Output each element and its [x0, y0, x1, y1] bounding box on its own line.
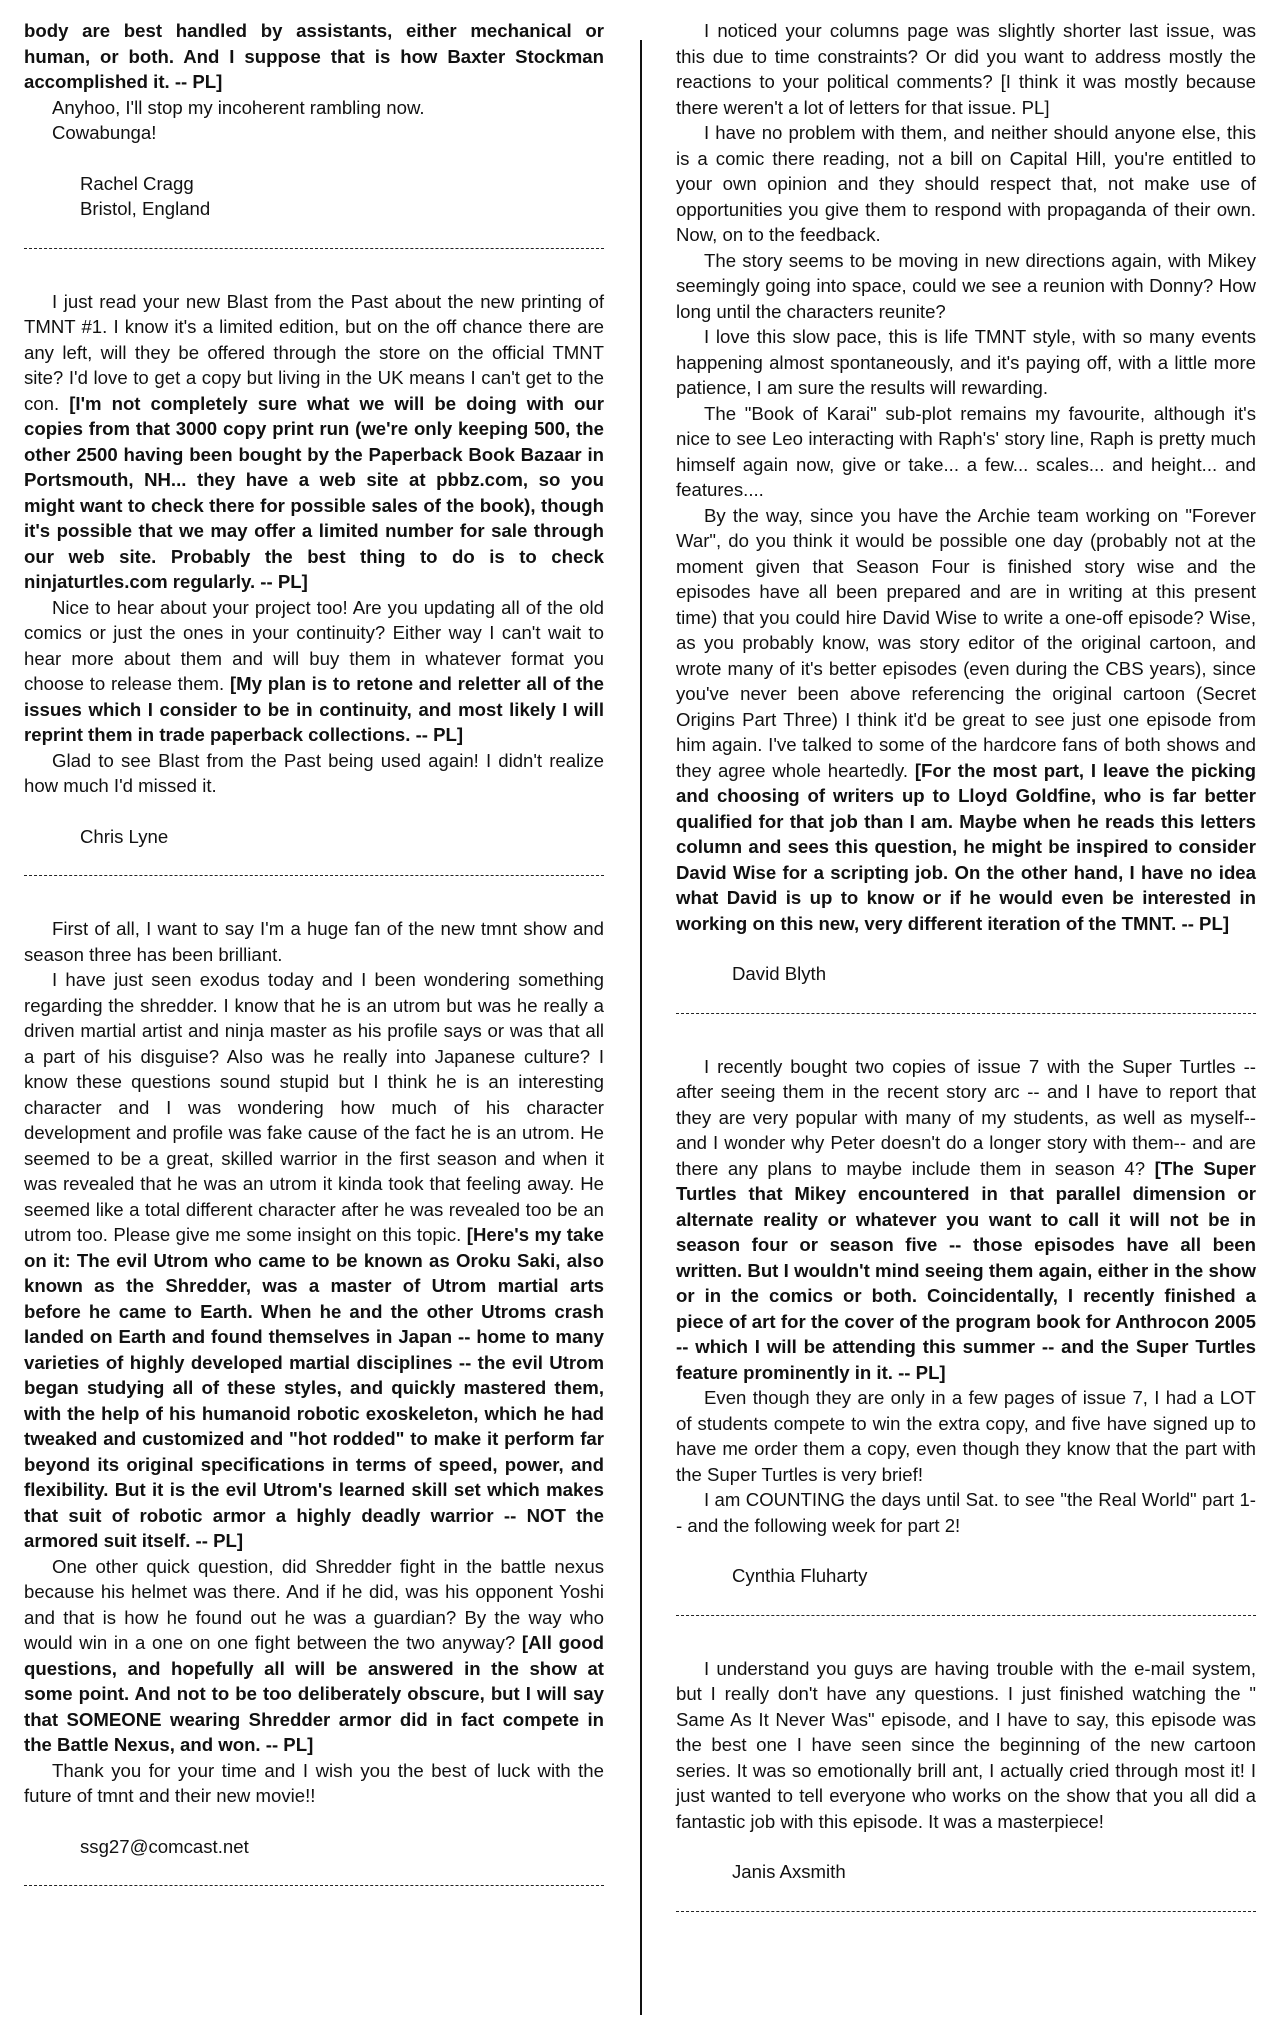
letter-signature: David Blyth [732, 963, 827, 984]
editor-reply: [For the most part, I leave the picking and choosing of writers up to Lloyd Goldfine, who is far better qualified for that job than I am. Maybe when he reads this letters column and sees this question, he might be inspired to consider David Wise for a scripting job. On the other hand, I have no idea what David is up to know or if he would even be interested in working on this new, very different iteration of the TMNT. -- PL] [676, 759, 1256, 934]
letter-text: Glad to see Blast from the Past being used again! I didn't realize how much I'd missed it. [24, 749, 604, 796]
letter-text: The story seems to be moving in new directions again, with Mikey seemingly going into space, could we see a reunion with Donny? How long until the characters reunite? [676, 249, 1256, 322]
letter-signature: Janis Axsmith [732, 1861, 846, 1882]
dashed-separator [24, 875, 604, 876]
dashed-separator [24, 1885, 604, 1886]
letter-signature: Cynthia Fluharty [732, 1565, 868, 1586]
letter-paragraph [24, 1554, 604, 1758]
letter-paragraph [24, 595, 604, 748]
editor-reply: [I'm not completely sure what we will be doing with our copies from that 3000 copy print run (we're only keeping 500, the other 2500 having been bought by the Paperback Book Bazaar in Portsmouth, NH... they have a web site at pbbz.com, so you might want to check there for possible sales of the book), though it's possible that we may offer a limited number for sale through our web site. Probably the best thing to do is to check ninjaturtles.com regularly. -- PL] [24, 392, 605, 592]
letter-paragraph [676, 1054, 1256, 1386]
letter-signature: Chris Lyne [80, 825, 169, 847]
editor-reply: [Here's my take on it: The evil Utrom who came to be known as Oroku Saki, also known as the Shredder, was a master of Utrom martial arts before he came to Earth. When he and the other Utroms crash landed on Earth and found themselves in Japan -- home to many varieties of highly developed martial disciplines -- the evil Utrom began studying all of these styles, and quickly mastered them, with the help of his humanoid robotic exoskeleton, which he had tweaked and customized and "hot rodded" to make it perform far beyond its original specifications in terms of speed, power, and flexibility. But it is the evil Utrom's learned skill set which makes that suit of robotic armor a highly deadly warrior -- NOT the armored suit itself. -- PL] [24, 1224, 604, 1551]
letter-paragraph [676, 18, 1256, 120]
letter-paragraph [24, 95, 604, 121]
editor-reply: body are best handled by assistants, either mechanical or human, or both. And I suppose that is how Baxter Stockman accomplished it. -- PL] [24, 20, 604, 92]
letter-text: I am COUNTING the days until Sat. to see "the Real World" part 1-- and the following week for part 2! [676, 1489, 1256, 1536]
letter-paragraph [676, 1487, 1256, 1538]
letter-text: I have just seen exodus today and I been wondering something regarding the shredder. I know that he is an utrom but was he really a driven martial artist and ninja master as his profile says or was that all a part of his disguise? Also was he really into Japanese culture? I know these questions sound stupid but I think he is an interesting character and I was wondering how much of his character development and profile was fake cause of the fact he is an utrom. He seemed to be a great, skilled warrior in the first season and when it was revealed that he was an utrom it kinda took that feeling away. He seemed like a total different character after he was revealed too be an utrom too. Please give me some insight on this topic. [24, 969, 604, 1245]
letter-paragraph [24, 916, 604, 967]
letter-paragraph [676, 401, 1256, 503]
letter [24, 289, 604, 850]
letter-paragraph [676, 248, 1256, 325]
letter-text: I understand you guys are having trouble with the e-mail system, but I really don't have any questions. I just finished watching the " Same As It Never Was" episode, and I have to say, this episode was the best one I have seen since the beginning of the new cartoon series. It was so emotionally brill ant, I actually cried through most it! I just wanted to tell everyone who works on the show that you all did a fantastic job with this episode. It was a masterpiece! [676, 1657, 1256, 1832]
letter [676, 18, 1256, 987]
letter-signature: ssg27@comcast.net [80, 1835, 249, 1857]
editor-reply: [My plan is to retone and reletter all of the issues which I consider to be in continuity, and most likely I will reprint them in trade paperback collections. -- PL] [24, 673, 604, 745]
letter-paragraph [676, 120, 1256, 248]
letter-text: I have no problem with them, and neither should anyone else, this is a comic there reading, not a bill on Capital Hill, you're entitled to your own opinion and they should respect that, not make use of opportunities you give them to respond with propaganda of their own. Now, on to the feedback. [676, 122, 1256, 245]
letter [24, 18, 604, 222]
left-column [24, 18, 604, 1926]
letter-text: The "Book of Karai" sub-plot remains my favourite, although it's nice to see Leo interacting with Raph's' story line, Raph is pretty much himself again now, give or take... a few... scales... and height... and features.... [676, 402, 1256, 500]
letter-paragraph [676, 1385, 1256, 1487]
letter-paragraph [676, 324, 1256, 401]
letter-signature: Rachel Cragg [80, 172, 194, 194]
letter-paragraph [24, 748, 604, 799]
letter-text: One other quick question, did Shredder fight in the battle nexus because his helmet was there. And if he did, was his opponent Yoshi and that is how he found out he was a guardian? By the way who would win in a one on one fight between the two anyway? [24, 1555, 604, 1653]
letter-paragraph [24, 1758, 604, 1809]
dashed-separator [676, 1911, 1256, 1912]
editor-reply: [The Super Turtles that Mikey encountered in that parallel dimension or alternate reality or whatever you want to call it will not be in season four or season five -- those episodes have all been written. But I wouldn't mind seeing them again, either in the show or in the comics or both. Coincidentally, I recently finished a piece of art for the cover of the program book for Anthrocon 2005 -- which I will be attending this summer -- and the Super Turtles feature prominently in it. -- PL] [676, 1157, 1257, 1383]
letter-paragraph [24, 967, 604, 1554]
letter-text: First of all, I want to say I'm a huge fan of the new tmnt show and season three has been brilliant. [24, 918, 604, 965]
letter-text: I love this slow pace, this is life TMNT style, with so many events happening almost spontaneously, and it's paying off, with a little more patience, I am sure the results will rewarding. [676, 326, 1256, 398]
letter-text: I recently bought two copies of issue 7 with the Super Turtles -- after seeing them in the recent story arc -- and I have to report that they are very popular with many of my students, as well as myself-- and I wonder why Peter doesn't do a longer story with them-- and are there any plans to maybe include them in season 4? [676, 1055, 1256, 1179]
letter-text: By the way, since you have the Archie team working on "Forever War", do you think it would be possible one day (probably not at the moment given that Season Four is finished story wise and the episodes have all been prepared and are in writing at this present time) that you could hire David Wise to write a one-off episode? Wise, as you probably know, was story editor of the original cartoon, and wrote many of it's better episodes (even during the CBS years), since you've never been above referencing the original cartoon (Secret Origins Part Three) I think it'd be great to see just one episode from him again. I've talked to some of the hardcore fans of both shows and they agree whole heartedly. [676, 504, 1256, 781]
letter-text: I noticed your columns page was slightly shorter last issue, was this due to time constraints? Or did you want to address mostly the reactions to your political comments? [I think it was mostly because there weren't a lot of letters for that issue. PL] [676, 20, 1256, 118]
letter-text: Even though they are only in a few pages of issue 7, I had a LOT of students compete to win the extra copy, and five have signed up to have me order them a copy, even though they know that the part with the Super Turtles is very brief! [676, 1387, 1256, 1485]
dashed-separator [676, 1013, 1256, 1014]
letter-paragraph [24, 120, 604, 146]
letter-signature: Bristol, England [80, 198, 211, 219]
letter-text: Anyhoo, I'll stop my incoherent rambling now. [52, 96, 425, 118]
letter-paragraph [24, 18, 604, 95]
letter [676, 1656, 1256, 1885]
letter-paragraph [24, 289, 604, 595]
letter-text: I just read your new Blast from the Past about the new printing of TMNT #1. I know it's a limited edition, but on the off chance there are any left, will they be offered through the store on the official TMNT site? I'd love to get a copy but living in the UK means I can't get to the con. [24, 290, 604, 414]
dashed-separator [676, 1615, 1256, 1616]
right-column [676, 18, 1256, 1952]
letter [676, 1054, 1256, 1589]
letter [24, 916, 604, 1859]
letter-paragraph [676, 1656, 1256, 1835]
letter-text: Cowabunga! [52, 122, 157, 143]
letter-text: Nice to hear about your project too! Are you updating all of the old comics or just the ones in your continuity? Either way I can't wait to hear more about them and will buy them in whatever format you choose to release them. [24, 596, 604, 694]
editor-reply: [All good questions, and hopefully all will be answered in the show at some point. And not to be too deliberately obscure, but I will say that SOMEONE wearing Shredder armor did in fact compete in the Battle Nexus, and won. -- PL] [24, 1632, 604, 1755]
letter-text: Thank you for your time and I wish you the best of luck with the future of tmnt and their new movie!! [24, 1759, 604, 1806]
dashed-separator [24, 248, 604, 249]
column-divider [640, 40, 642, 2015]
letter-paragraph [676, 503, 1256, 937]
